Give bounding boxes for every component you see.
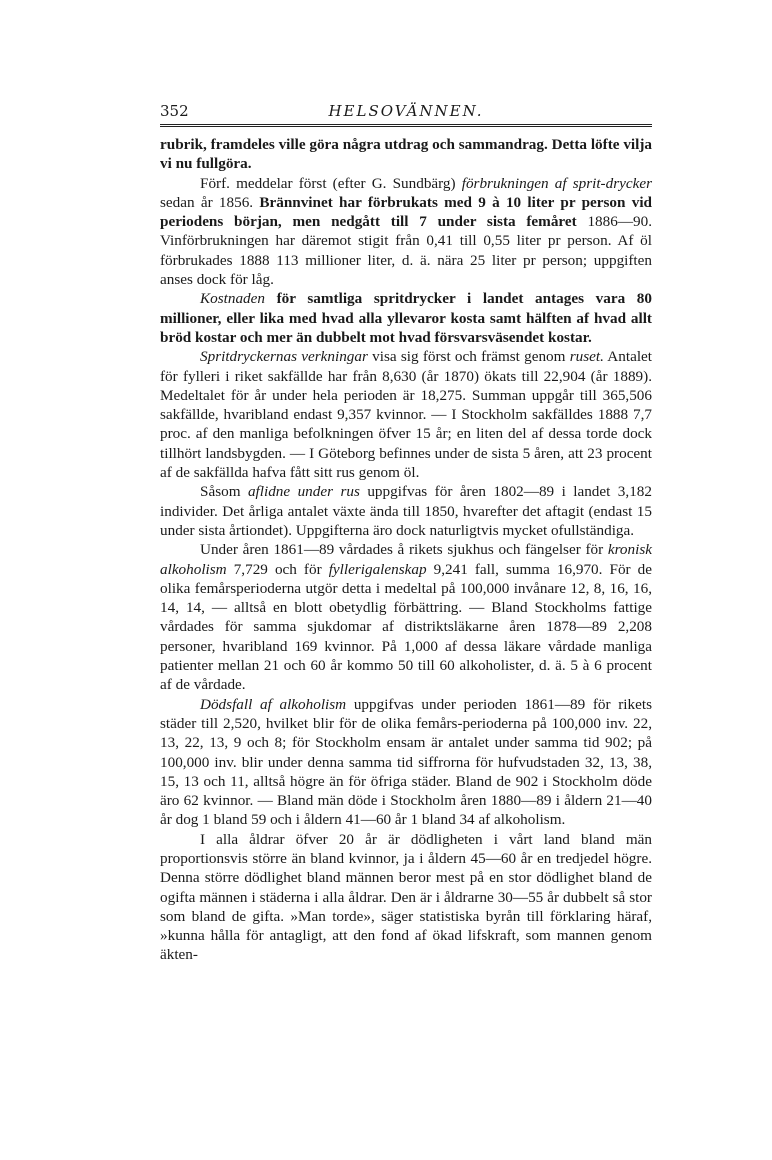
text-run: uppgifvas under perioden 1861—89 för rikets städer till 2,520, hvilket blir för de olika femårs-perioderna på 100,000 inv. 22, 13, 22, 13, 9 och 8; för Stockholm ensam är antalet under samma tid 902; på 100,000 inv. blir under denna samma tid siffrorna för hufvudstaden 32, 13, 38, 15, 13 och 11, alltså högre än för öfriga städer. Bland de 902 i Stockholm döde äro 62 kvinnor. — Bland män döde i Stockholm åren 1880—89 i åldern 21—40 år dog 1 bland 59 och i åldern 41—60 år 1 bland 34 af alkoholism.	[160, 695, 652, 829]
text-run: fyllerigalenskap	[328, 560, 427, 578]
paragraph	[160, 174, 652, 290]
text-run: förbrukningen af sprit-drycker	[461, 174, 652, 192]
text-run: Såsom	[200, 483, 248, 501]
text-run: Kostnaden	[200, 290, 265, 308]
paragraph	[160, 540, 652, 694]
paragraph	[160, 695, 652, 830]
text-run: Förf. meddelar först (efter G. Sundbärg)	[200, 174, 462, 192]
body-text	[160, 135, 652, 965]
text-run: ruset.	[569, 348, 604, 366]
text-run: I alla åldrar öfver 20 år är dödligheten i vårt land bland män proportionsvis större än bland kvinnor, ja i åldern 45—60 år en tredjedel högre. Denna större dödlighet bland männen beror mest på en stor dödlighet bland de ogifta männen i städerna i alla åldrar. Den är i åldrarne 30—55 år dubbelt så stor som bland de gifta. »Man torde», säger statistiska byrån till förklaring häraf, »kunna hålla för antagligt, att den fond af ökad lifskraft, som mannen genom äkten-	[160, 830, 652, 964]
text-run: Antalet för fylleri i riket sakfällde har från 8,630 (år 1870) ökats till 22,904 (år 1889). Medeltalet för år under hela perioden är 18,275. Summan uppgår till 365,506 sakfällde, hvaribland endast 9,357 kvinnor. — I Stockholm sakfälldes 1888 7,7 proc. af den manliga befolkningen öfver 15 år; en liten del af dessa torde dock tillhört landsbygden. — I Göteborg befinnes under de sista 5 åren, att 23 procent af de sakfällda hafva fått sitt rus genom öl.	[160, 348, 652, 482]
paragraph	[160, 482, 652, 540]
text-run: Spritdryckernas verkningar	[200, 348, 368, 366]
text-run: för samtliga spritdrycker i landet antages vara 80 millioner, eller lika med hvad alla yllevaror kosta samt hälften af hvad allt bröd kostar och mer än dubbelt mot hvad försvarsväsendet kostar.	[160, 290, 652, 346]
running-title: HELSOVÄNNEN.	[328, 102, 484, 120]
text-run: 1886—90. Vinförbrukningen har däremot stigit från 0,41 till 0,55 liter pr person. Af öl förbrukades 1888 113 millioner liter, d. ä. nära 25 liter pr person; uppgiften anses dock för låg.	[160, 213, 652, 289]
page-number: 352	[160, 102, 189, 120]
paragraph	[160, 135, 652, 174]
paragraph	[160, 289, 652, 347]
text-run: 7,729 och för	[226, 560, 329, 578]
text-run: Brännvinet har förbrukats med 9 à 10 liter pr person vid periodens början, men nedgått till 7 under sista femåret	[160, 193, 652, 231]
page-header	[160, 100, 652, 122]
header-rule	[160, 124, 652, 127]
paragraph	[160, 830, 652, 965]
text-run: Dödsfall af alkoholism	[200, 695, 347, 713]
book-page	[160, 100, 652, 965]
text-run: sedan år 1856.	[160, 193, 260, 211]
text-run: uppgifvas för åren 1802—89 i landet 3,182 individer. Det årliga antalet växte ända till 1850, hvarefter det aftagit (endast 15 under sista årtiondet). Uppgifterna äro dock naturligtvis mycket ofullständiga.	[160, 483, 652, 539]
text-run: aflidne under rus	[247, 483, 360, 501]
text-run: rubrik, framdeles ville göra några utdrag och sammandrag. Detta löfte vilja vi nu fullgöra.	[160, 136, 652, 173]
text-run: visa sig först och främst genom	[367, 348, 570, 366]
text-run: kronisk alkoholism	[160, 541, 652, 578]
text-run: 9,241 fall, summa 16,970. För de olika femårsperioderna utgör detta i medeltal på 100,000 invånare 12, 8, 16, 16, 14, 14, — alltså en blott obetydlig förbättring. — Bland Stockholms fattige vårdades för samma sjukdomar af distriktsläkarne åren 1878—89 2,208 personer, hvaribland 169 kvinnor. På 1,000 af dessa läkare vårdade manliga patienter mellan 21 och 60 år kommo 50 till 60 alkoholister, d. ä. 5 à 6 procent af de vårdade.	[160, 560, 652, 694]
paragraph	[160, 347, 652, 482]
text-run: Under åren 1861—89 vårdades å rikets sjukhus och fängelser för	[200, 541, 608, 559]
